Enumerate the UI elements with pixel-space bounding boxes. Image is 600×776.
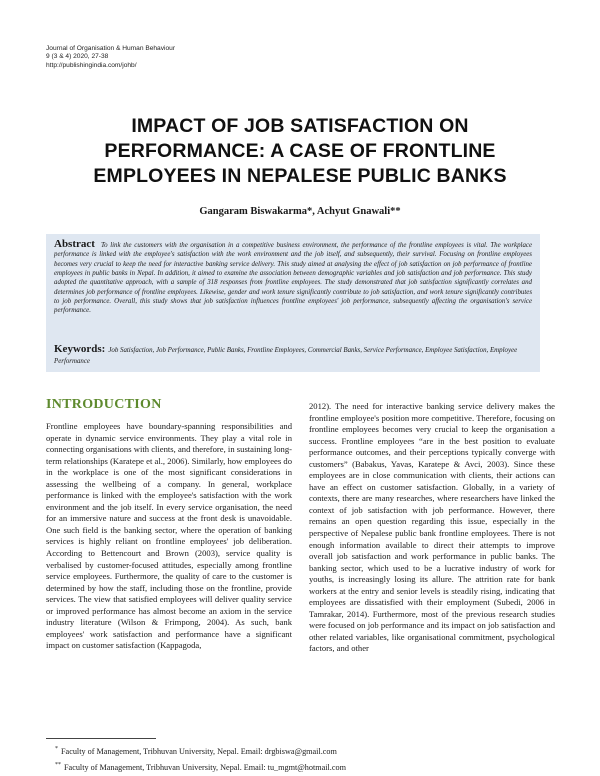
abstract-paragraph bbox=[54, 240, 532, 316]
journal-url[interactable]: http://publishingindia.com/johb/ bbox=[46, 61, 137, 69]
title-line-2: PERFORMANCE: A CASE OF FRONTLINE bbox=[104, 140, 496, 162]
introduction-right-column: 2012). The need for interactive banking service delivery makes the frontline employee's position more competitive. Therefore, focusing on frontline employees becomes very crucial to keep the organisation a success. Frontline employees “are in the best position to evaluate performance outcomes, and their perceptions typically converge with customers” (Babakus, Yavas, Karatepe & Avci, 2003). Since these employees are in close communication with clients, their actions can have an effect on customer satisfaction. Globally, in a variety of contexts, there are many researches, where researchers have linked the context of job satisfaction with job performance. However, there remains an open question regarding this issue, especially in the perspective of Nepalese public bank frontline employees. There is not enough information available to direct their attempts to improve overall job satisfaction and work performance in public banks. The banking sector, which used to be a lucrative industry of work for youths, is increasingly losing its allure. The attrition rate for bank workers at the entry and senior levels is steadily rising, indicating that employees are dissatisfied with their employment (Subedi, 2006 in Tamrakar, 2014). Furthermore, most of the previous research studies were focused on job performance and its impact on job satisfaction and other related variables, like organisational commitment, psychological factors, and other bbox=[309, 401, 555, 654]
footnote-1 bbox=[55, 744, 337, 757]
footnote-2-mark: ** bbox=[55, 762, 61, 768]
journal-name: Journal of Organisation & Human Behaviour bbox=[46, 45, 176, 52]
footnote-divider bbox=[46, 738, 156, 739]
keywords-section bbox=[46, 340, 540, 372]
author-list: Gangaram Biswakarma*, Achyut Gnawali** bbox=[199, 206, 401, 217]
keywords-paragraph bbox=[54, 344, 532, 367]
footnote-2 bbox=[55, 760, 346, 773]
title-line-3: EMPLOYEES IN NEPALESE PUBLIC BANKS bbox=[93, 165, 507, 187]
introduction-heading: INTRODUCTION bbox=[46, 397, 162, 412]
introduction-left-column: Frontline employees have boundary-spanning responsibilities and operate in dynamic service environments. They play a vital role in connecting organisations with clients, and therefore, in sustaining long-term relationships (Karatepe et al., 2006). Similarly, how employees do in the workplace is one of the most significant considerations in assessing the wellbeing of a company. In general, workplace performance is linked with the employee's satisfaction with the work environment and the job itself. In every service organisation, the need for an immersive nature and success at the front desk is unavoidable. One such field is the banking sector, where the operation of banking services is highly reliant on frontline employees' job deliberation. According to Bettencourt and Brown (2003), service quality is verbalised by customer-focused attitudes, especially among frontline service employees. Furthermore, the quality of care to the customer is determined by how the staff, including those on the frontline, provide services. The view that satisfied employees will deliver quality service or improved performance has almost become an axiom in the service industry literature (Wilson & Frimpong, 2004). As such, bank employees' work satisfaction and performance have a significant impact on customer satisfaction (Kappagoda, bbox=[46, 421, 292, 651]
footnote-1-mark: * bbox=[55, 746, 58, 752]
journal-issue: 9 (3 & 4) 2020, 27-38 bbox=[46, 53, 109, 61]
keywords-list: Job Satisfaction, Job Performance, Public Banks, Frontline Employees, Commercial Banks, Service Performance, Employee Satisfaction, Employee Performance bbox=[54, 347, 518, 365]
abstract-section bbox=[46, 234, 540, 340]
footnote-2-text: Faculty of Management, Tribhuvan University, Nepal. Email: tu_mgmt@hotmail.com bbox=[64, 763, 346, 772]
journal-header bbox=[46, 45, 175, 70]
abstract-body: To link the customers with the organisation in a competitive business environment, the performance of the frontline employees is vital. The workplace performance is linked with the employee's satisfaction with the work environment and the job itself, and subsequently, their survival. Focusing on frontline employees becomes very crucial to keep the need for interactive banking service delivery. This study aimed at analysing the effect of job satisfaction on job performance of frontline employees in public banks in Nepal. In addition, it aimed to examine the association between demographic variables and job satisfaction and job performance. This study adopted the quantitative approach, with a sample of 318 responses from frontline employees. The study demonstrated that job satisfaction significantly correlates and determines job performance of frontline employees. Likewise, gender and work tenure significantly contribute to job satisfaction, and work tenure significantly contributes to job performance. Overall, this study shows that job satisfaction influences frontline employees' job performance, subsequently affecting the organisation's service performance. bbox=[54, 242, 532, 315]
footnote-1-text: Faculty of Management, Tribhuvan University, Nepal. Email: drgbiswa@gmail.com bbox=[61, 747, 337, 756]
keywords-heading: Keywords: bbox=[54, 343, 106, 355]
paper-title bbox=[20, 114, 580, 189]
title-line-1: IMPACT OF JOB SATISFACTION ON bbox=[131, 115, 469, 137]
abstract-heading: Abstract bbox=[54, 238, 95, 250]
